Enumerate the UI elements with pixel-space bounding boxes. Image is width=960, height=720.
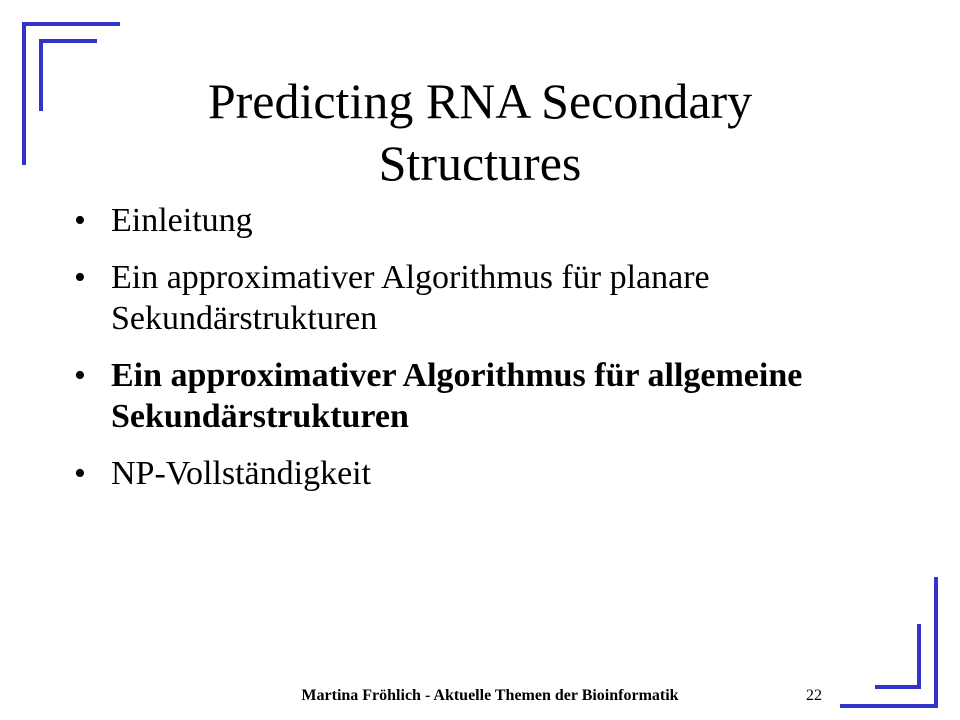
corner-decoration [39, 39, 43, 111]
bullet-text: Ein approximativer Algorithmus für allgemeine Sekundärstrukturen [111, 357, 803, 435]
bullet-dot-icon: • [74, 259, 86, 296]
bullet-item [74, 453, 834, 494]
bullet-text: Einleitung [111, 202, 253, 239]
bullet-text: NP-Vollständigkeit [111, 455, 372, 492]
corner-decoration [39, 39, 97, 43]
corner-decoration [934, 577, 938, 708]
bullet-item [74, 200, 834, 241]
bullet-text: Ein approximativer Algorithmus für planare Sekundärstrukturen [111, 259, 710, 337]
bullet-dot-icon: • [74, 357, 86, 394]
bullet-dot-icon: • [74, 455, 86, 492]
slide-title: Predicting RNA Secondary Structures [207, 73, 753, 191]
bullet-list [74, 200, 834, 510]
corner-decoration [917, 624, 921, 689]
corner-decoration [22, 22, 120, 26]
footer-author: Martina Fröhlich - Aktuelle Themen der Bioinformatik [301, 687, 679, 704]
bullet-dot-icon: • [74, 202, 86, 239]
corner-decoration [840, 704, 938, 708]
corner-decoration [875, 685, 921, 689]
bullet-item [74, 257, 834, 339]
page-number: 22 [806, 687, 822, 704]
corner-decoration [22, 22, 26, 165]
bullet-item-current [74, 355, 834, 437]
